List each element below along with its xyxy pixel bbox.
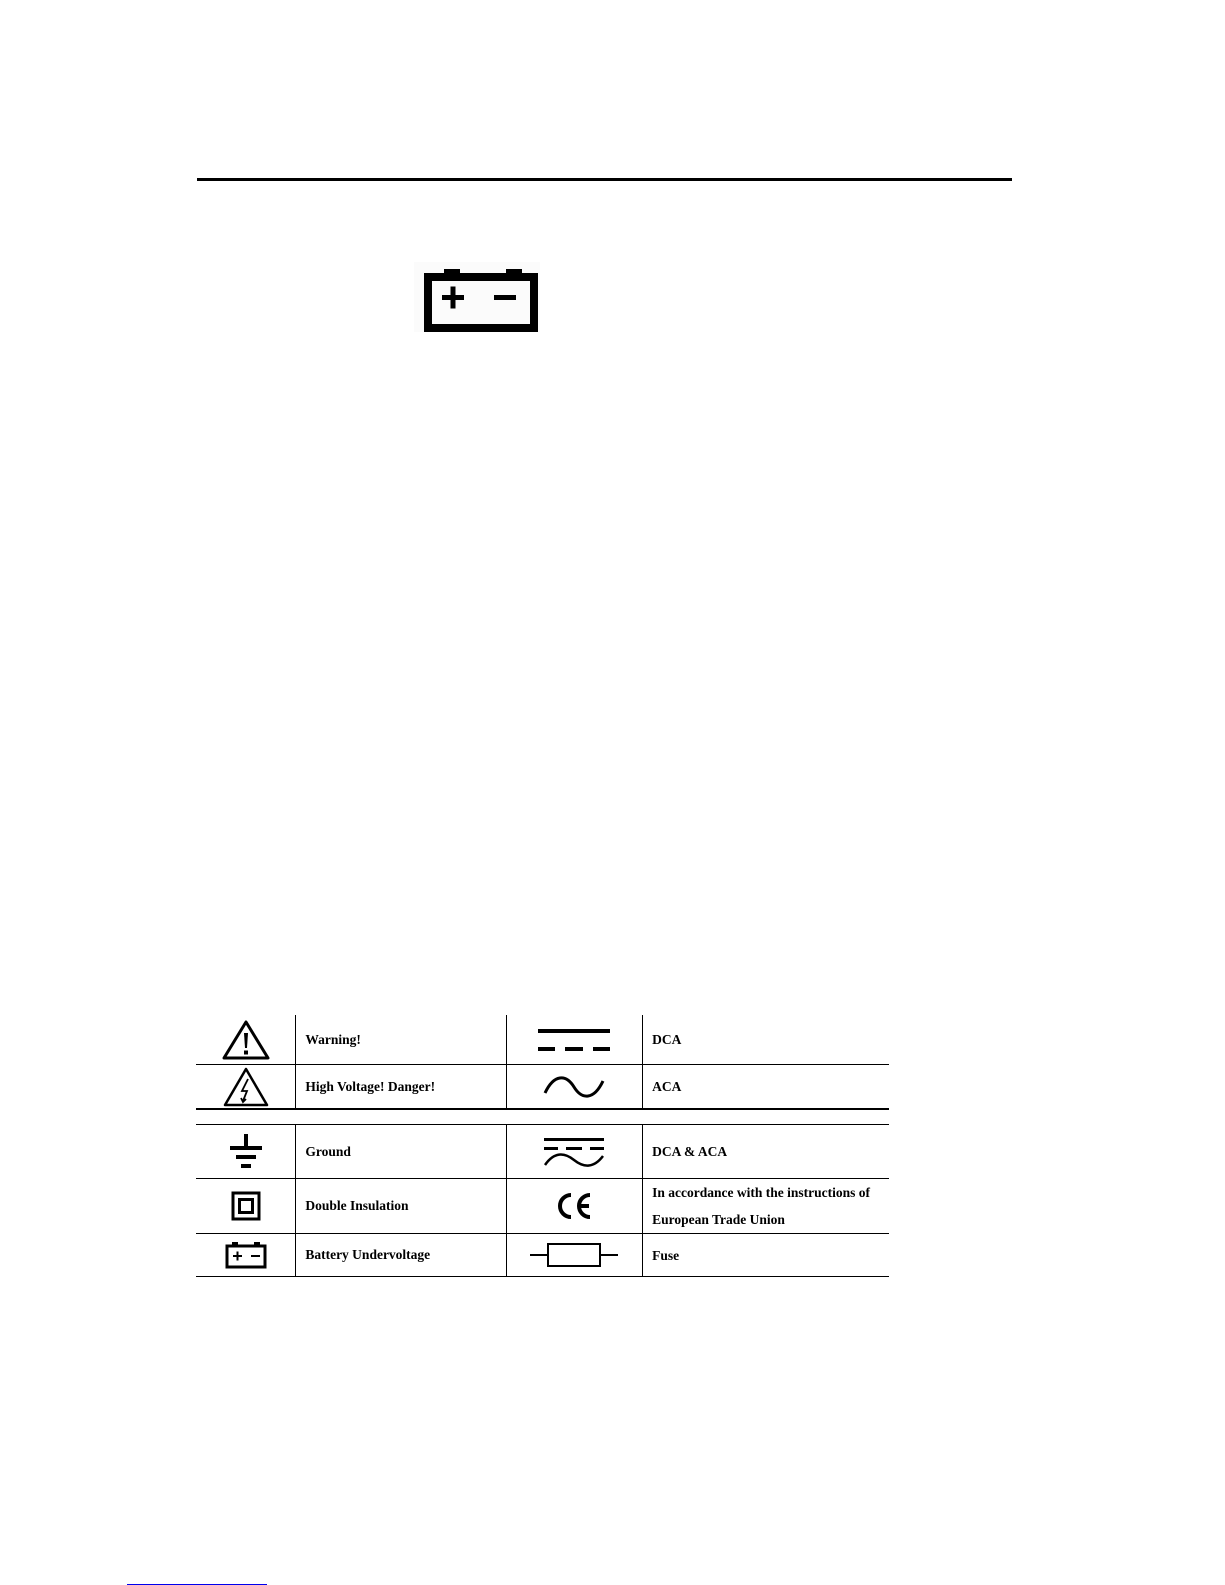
table-row [196, 1065, 889, 1110]
warning-triangle-icon [221, 1019, 271, 1061]
ground-icon [228, 1132, 264, 1172]
ac-dc-icon [542, 1134, 606, 1170]
table-row [196, 1234, 889, 1277]
symbols-table [196, 1015, 889, 1277]
battery-icon [414, 262, 540, 332]
table-row [196, 1015, 889, 1065]
dc-icon [537, 1025, 611, 1055]
symbol-label: Battery Undervoltage [296, 1234, 506, 1277]
ac-sine-icon [542, 1073, 606, 1101]
symbol-label: High Voltage! Danger! [296, 1065, 506, 1110]
double-insulation-icon [231, 1191, 261, 1221]
symbol-label: DCA & ACA [643, 1125, 889, 1179]
symbol-label: ACA [652, 1079, 682, 1094]
header-rule [197, 178, 1012, 181]
symbol-label: Double Insulation [296, 1179, 506, 1234]
symbol-label: Ground [296, 1125, 506, 1179]
table-row [196, 1125, 889, 1179]
high-voltage-icon [222, 1066, 270, 1108]
fuse-icon [530, 1241, 618, 1269]
symbol-label: Warning! [296, 1015, 506, 1065]
symbol-label: In accordance with the instructions of European Trade Union [643, 1179, 889, 1234]
table-separator [196, 1109, 889, 1125]
table-row [196, 1179, 889, 1234]
symbol-label: Fuse [643, 1234, 889, 1277]
symbol-label: DCA [643, 1015, 889, 1065]
battery-icon [224, 1240, 268, 1270]
ce-mark-icon [554, 1191, 594, 1221]
